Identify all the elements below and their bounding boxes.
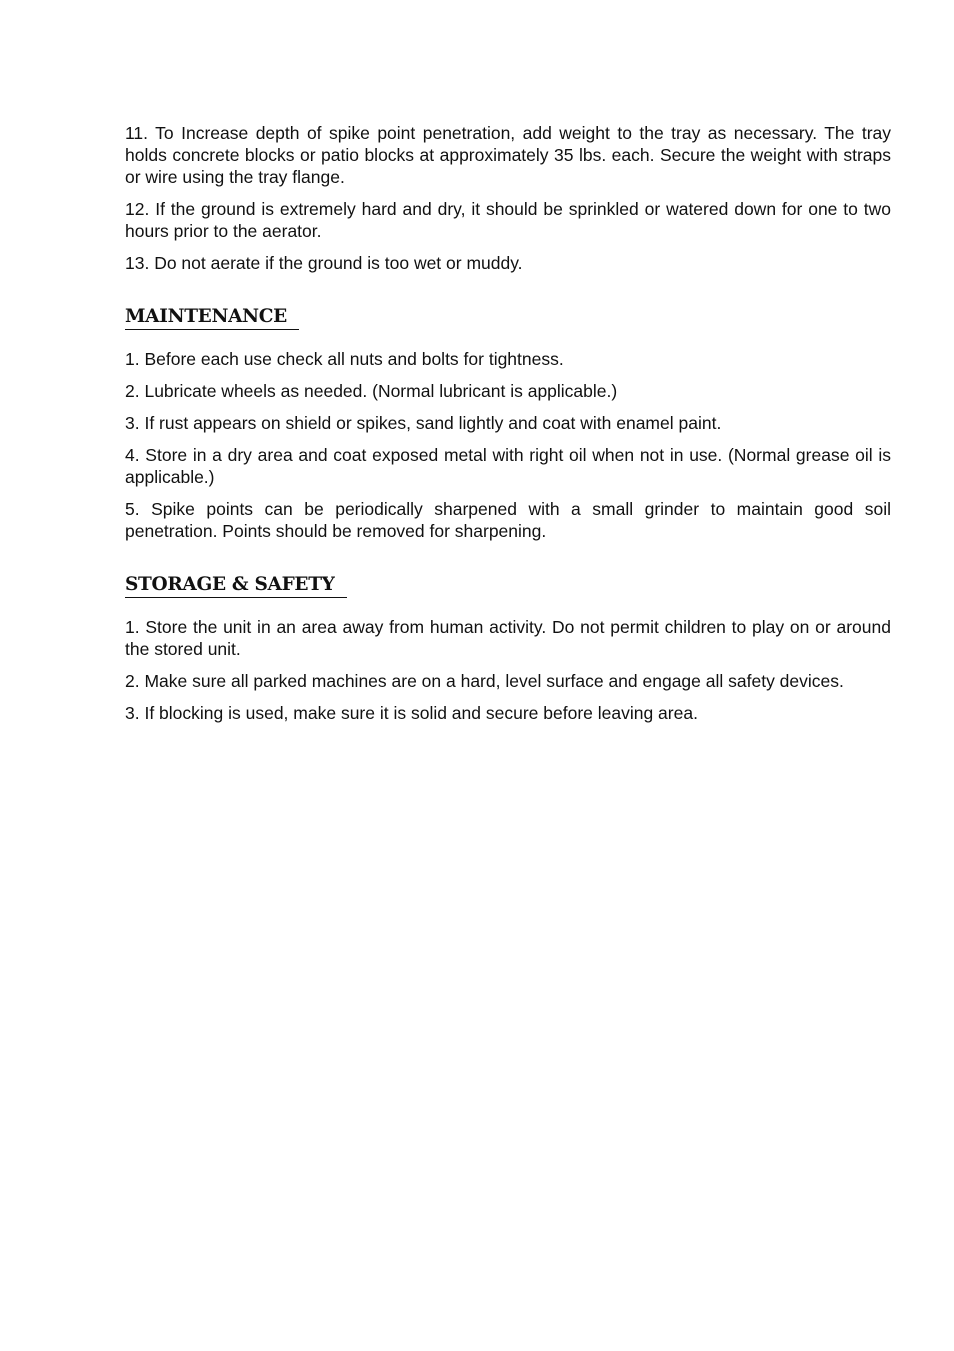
- list-item: 3. If blocking is used, make sure it is solid and secure before leaving area.: [125, 703, 698, 723]
- document-page: [125, 122, 891, 734]
- list-item: 13. Do not aerate if the ground is too wet or muddy.: [125, 253, 523, 273]
- list-item: 2. Lubricate wheels as needed. (Normal lubricant is applicable.): [125, 381, 618, 401]
- list-item: 3. If rust appears on shield or spikes, sand lightly and coat with enamel paint.: [125, 413, 722, 433]
- storage-safety-heading: STORAGE & SAFETY: [125, 573, 347, 598]
- list-item: 4. Store in a dry area and coat exposed metal with right oil when not in use. (Normal grease oil is applicable.): [125, 445, 891, 487]
- intro-list: [125, 122, 891, 274]
- list-item: 1. Store the unit in an area away from human activity. Do not permit children to play on or around the stored unit.: [125, 617, 891, 659]
- list-item: 1. Before each use check all nuts and bolts for tightness.: [125, 349, 564, 369]
- list-item: 2. Make sure all parked machines are on a hard, level surface and engage all safety devices.: [125, 671, 844, 691]
- maintenance-heading: MAINTENANCE: [125, 305, 299, 330]
- storage-safety-section: [125, 573, 891, 724]
- list-item: 11. To Increase depth of spike point penetration, add weight to the tray as necessary. The tray holds concrete blocks or patio blocks at approximately 35 lbs. each. Secure the weight with straps or wire using the tray flange.: [125, 123, 891, 187]
- list-item: 5. Spike points can be periodically sharpened with a small grinder to maintain good soil penetration. Points should be removed for sharpening.: [125, 499, 891, 541]
- maintenance-section: [125, 305, 891, 542]
- list-item: 12. If the ground is extremely hard and dry, it should be sprinkled or watered down for one to two hours prior to the aerator.: [125, 199, 891, 241]
